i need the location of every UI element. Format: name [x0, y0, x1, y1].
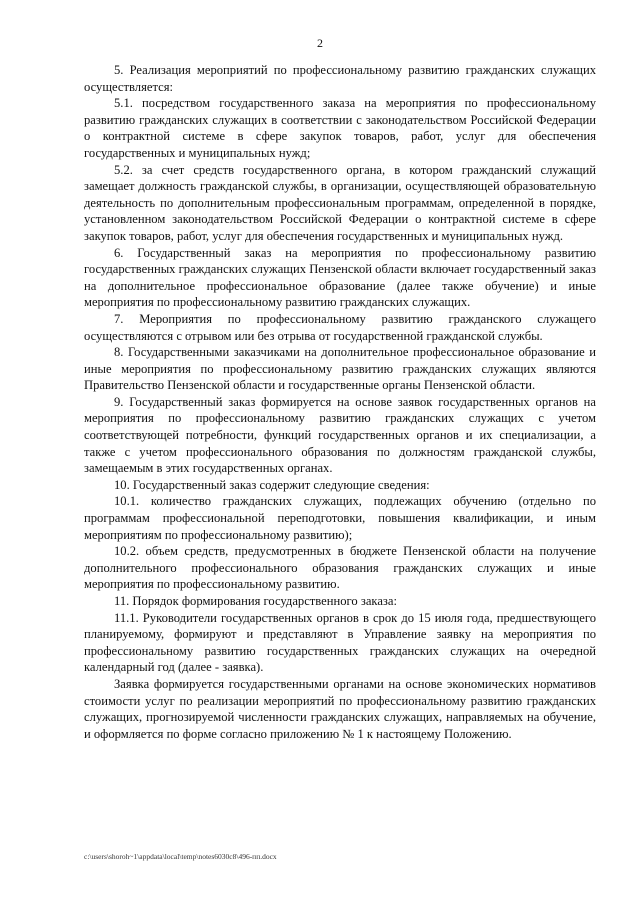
paragraph-11: 11. Порядок формирования государственного заказа: [114, 594, 397, 608]
paragraph-11-1: 11.1. Руководители государственных органов в срок до 15 июля года, предшествующего планируемому, формируют и представляют в Управление заявку на мероприятия по профессиональному развитию государственных гражданских служащих на очередной календарный год (далее - заявка). [84, 610, 596, 675]
paragraph-7: 7. Мероприятия по профессиональному развитию гражданского служащего осуществляются с отрывом или без отрыва от государственной гражданской службы. [84, 311, 596, 343]
paragraph-10-1: 10.1. количество гражданских служащих, подлежащих обучению (отдельно по программам профессиональной переподготовки, повышения квалификации, и иным мероприятиям по профессиональному развитию); [84, 494, 596, 542]
page-number: 2 [317, 36, 323, 50]
paragraph-9: 9. Государственный заказ формируется на основе заявок государственных органов на мероприятия по профессиональному развитию гражданских служащих с учетом соответствующей потребности, функций государственных органов и их специализации, а также с учетом профессионального образования по должностям гражданской службы, замещаемым в этих государственных органах. [84, 394, 596, 476]
footer-file-path: c:\users\shoroh~1\appdata\local\temp\notes6030c8\496-пп.docx [84, 852, 277, 861]
paragraph-5-2: 5.2. за счет средств государственного органа, в котором гражданский служащий замещает должность гражданской службы, в организации, осуществляющей образовательную деятельность по дополнительным профессиональным программам, определенной в порядке, установленном законодательством Российской Федерации о контрактной системе в сфере закупок товаров, работ, услуг для обеспечения государственных и муниципальных нужд. [84, 162, 596, 243]
paragraph-5-1: 5.1. посредством государственного заказа на мероприятия по профессиональному развитию гражданских служащих в соответствии с законодательством Российской Федерации о контрактной системе в сфере закупок товаров, работ, услуг для обеспечения государственных и муниципальных нужд; [84, 96, 596, 160]
paragraph-application-note: Заявка формируется государственными органами на основе экономических нормативов стоимости услуг по реализации мероприятий по профессиональному развитию гражданских служащих, прогнозируемой численности гражданских служащих, направляемых на обучение, и оформляется по форме согласно приложению № 1 к настоящему Положению. [84, 676, 596, 741]
paragraph-5: 5. Реализация мероприятий по профессиональному развитию гражданских служащих осуществляется: [84, 63, 596, 94]
document-body [84, 62, 596, 742]
paragraph-8: 8. Государственными заказчиками на дополнительное профессиональное образование и иные мероприятия по профессиональному развитию гражданских служащих являются Правительство Пензенской области и государственные органы Пензенской области. [84, 345, 596, 393]
paragraph-6: 6. Государственный заказ на мероприятия по профессиональному развитию государственных гражданских служащих Пензенской области включает государственный заказ на дополнительное профессиональное образование (далее также обучение) и иные мероприятия по профессиональному развитию гражданских служащих. [84, 245, 596, 310]
paragraph-10: 10. Государственный заказ содержит следующие сведения: [114, 477, 430, 492]
paragraph-10-2: 10.2. объем средств, предусмотренных в бюджете Пензенской области на получение дополнительного профессионального образования гражданских служащих и иные мероприятия по профессиональному развитию. [84, 544, 596, 592]
